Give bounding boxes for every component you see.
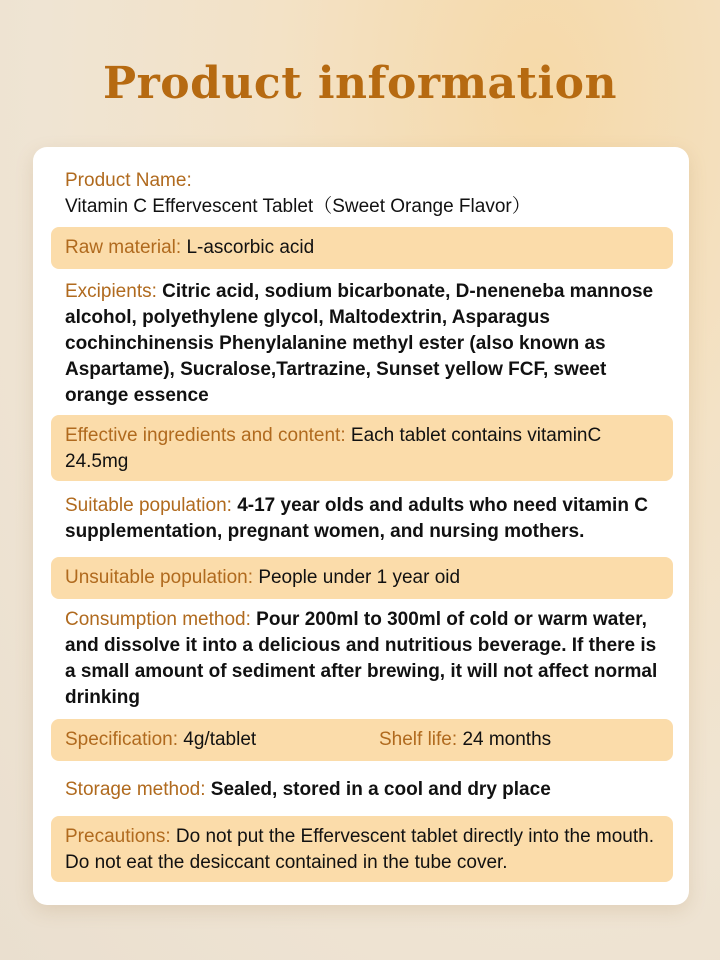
raw-material-value: L-ascorbic acid	[186, 237, 315, 258]
product-name-label: Product Name:	[65, 170, 192, 191]
unsuitable-population-value: People under 1 year oid	[258, 567, 461, 588]
raw-material-label: Raw material:	[65, 237, 182, 258]
consumption-method-value: Pour 200ml to 300ml of cold or warm water, and dissolve it into a delicious and nutritious beverage. If there is a small amount of sediment after brewing, it will not affect normal drinking	[65, 609, 658, 708]
raw-material-row	[51, 227, 673, 269]
suitable-population-row	[51, 493, 673, 549]
shelf-life-label: Shelf life:	[379, 729, 458, 750]
specification-label: Specification:	[65, 729, 179, 750]
info-card	[33, 147, 689, 905]
consumption-method-label: Consumption method:	[65, 609, 251, 630]
precautions-row	[51, 816, 673, 882]
suitable-population-label: Suitable population:	[65, 495, 232, 516]
suitable-population-value: 4-17 year olds and adults who need vitamin C supplementation, pregnant women, and nursing mothers.	[65, 495, 648, 542]
excipients-value: Citric acid, sodium bicarbonate, D-neneneba mannose alcohol, polyethylene glycol, Maltodextrin, Asparagus cochinchinensis Phenylalanine methyl ester (also known as Aspartame), Sucralose,Tartrazine, Sunset yellow FCF, sweet orange essence	[65, 281, 654, 406]
product-name-row	[51, 168, 673, 222]
consumption-method-row	[51, 607, 673, 711]
storage-method-value: Sealed, stored in a cool and dry place	[210, 779, 551, 800]
specification-row	[51, 719, 673, 761]
effective-ingredients-label: Effective ingredients and content:	[65, 425, 346, 446]
storage-method-row	[51, 777, 673, 807]
page-title: Product information	[103, 58, 617, 109]
unsuitable-population-label: Unsuitable population:	[65, 567, 254, 588]
precautions-label: Precautions:	[65, 826, 171, 847]
excipients-row	[51, 279, 673, 409]
precautions-value: Do not put the Effervescent tablet directly into the mouth. Do not eat the desiccant contained in the tube cover.	[65, 826, 654, 873]
excipients-label: Excipients:	[65, 281, 157, 302]
shelf-life-value: 24 months	[462, 729, 552, 750]
specification-value: 4g/tablet	[183, 729, 257, 750]
storage-method-label: Storage method:	[65, 779, 206, 800]
effective-ingredients-value: Each tablet contains vitaminC 24.5mg	[65, 425, 602, 472]
unsuitable-population-row	[51, 557, 673, 599]
effective-ingredients-row	[51, 415, 673, 481]
product-name-value: Vitamin C Effervescent Tablet（Sweet Orange Flavor）	[65, 196, 531, 217]
shelf-life	[379, 727, 551, 753]
